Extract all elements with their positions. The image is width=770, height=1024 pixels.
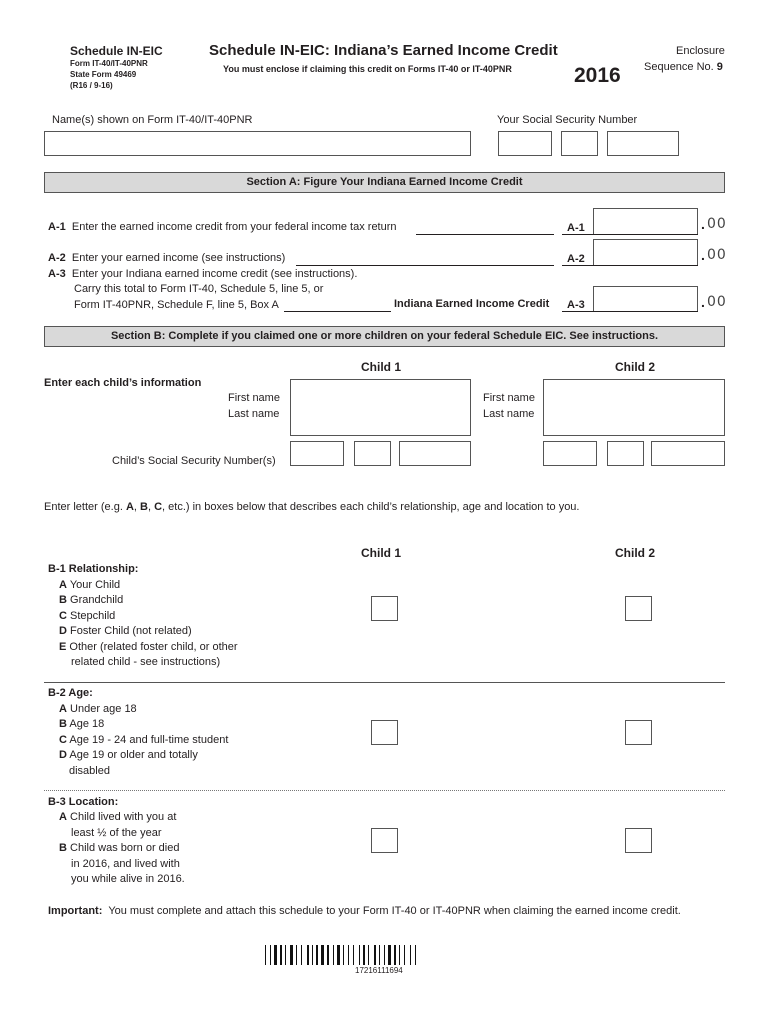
child1-ssn-part2-input[interactable]: [354, 441, 391, 466]
instruction-suffix: , etc.) in boxes below that describes each child’s relationship, age and location to you.: [162, 501, 580, 513]
barcode-bar: [303, 945, 306, 965]
barcode-bar: [278, 945, 279, 965]
b1-option-c-text: Stepchild: [70, 610, 116, 622]
barcode-bar: [406, 945, 409, 965]
barcode-bar: [325, 945, 326, 965]
line-a1-underline: [416, 234, 554, 235]
instruction-separator-1: ,: [133, 501, 141, 513]
b2-option-c: [59, 734, 228, 746]
barcode-bar: [285, 945, 286, 965]
line-a3-number: A-3: [48, 268, 66, 280]
barcode-bar: [384, 945, 385, 965]
barcode-bar: [290, 945, 293, 965]
b3-option-b: [59, 842, 179, 854]
barcode-bar: [388, 945, 391, 965]
barcode-bar: [330, 945, 332, 965]
barcode-bar: [397, 945, 398, 965]
child2-name-input[interactable]: [543, 379, 725, 436]
child2-heading-2: Child 2: [615, 546, 656, 560]
b2-child2-input[interactable]: [625, 720, 652, 745]
barcode-bar: [394, 945, 396, 965]
b1-option-d-letter: D: [59, 625, 67, 637]
child1-heading: Child 1: [361, 360, 402, 374]
barcode-bar: [345, 945, 347, 965]
barcode-bar: [287, 945, 289, 965]
b2-option-d-cont: disabled: [69, 765, 110, 777]
b3-option-a-text: Child lived with you at: [70, 811, 177, 823]
child2-ssn-part1-input[interactable]: [543, 441, 597, 466]
b2-child1-input[interactable]: [371, 720, 398, 745]
b1-option-b: [59, 594, 123, 606]
child1-last-name-label: Last name: [228, 408, 280, 420]
instruction-separator-2: ,: [147, 501, 155, 513]
a3-decimal: .: [701, 294, 705, 310]
a1-decimal: .: [701, 216, 705, 232]
barcode-bar: [280, 945, 282, 965]
barcode-bar: [294, 945, 295, 965]
line-a3-amount-input[interactable]: [593, 286, 698, 311]
barcode-bar: [381, 945, 383, 965]
line-a2-number: A-2: [48, 252, 66, 264]
box-a2-label: A-2: [567, 253, 585, 265]
barcode-bar: [399, 945, 400, 965]
barcode-bar: [353, 945, 354, 965]
ssn-part2-input[interactable]: [561, 131, 598, 156]
b3-option-b-text: Child was born or died: [70, 842, 180, 854]
b2-option-d-text: Age 19 or older and totally: [69, 749, 198, 761]
b2-option-d-letter: D: [59, 749, 67, 761]
b1-child2-input[interactable]: [625, 596, 652, 621]
b3-title: B-3 Location:: [48, 796, 119, 808]
tax-year: 2016: [574, 64, 621, 87]
instruction-prefix: Enter letter (e.g.: [44, 501, 126, 513]
barcode-bar: [359, 945, 360, 965]
barcode-bar: [363, 945, 365, 965]
child2-first-name-label: First name: [483, 392, 535, 404]
box-a3-label: A-3: [567, 299, 585, 311]
b1-option-e: [59, 641, 238, 653]
form-label: Form IT-40/IT-40PNR: [70, 59, 148, 68]
b2-option-a: [59, 703, 137, 715]
barcode-bar: [350, 945, 352, 965]
b3-option-b-letter: B: [59, 842, 67, 854]
barcode-bar: [307, 945, 309, 965]
barcode-bar: [301, 945, 302, 965]
child2-heading: Child 2: [615, 360, 656, 374]
b1-option-a-letter: A: [59, 579, 67, 591]
form-title: Schedule IN-EIC: Indiana’s Earned Income Credit: [209, 42, 558, 59]
child2-ssn-part2-input[interactable]: [607, 441, 644, 466]
box-a1-label: A-1: [567, 222, 585, 234]
barcode-bar: [361, 945, 362, 965]
letter-instructions: [44, 501, 579, 513]
line-a2-text: [48, 251, 285, 267]
barcode-bar: [310, 945, 311, 965]
barcode-bar: [314, 945, 315, 965]
box-a1-baseline: [562, 234, 698, 235]
b1-option-b-text: Grandchild: [70, 594, 124, 606]
sequence-number: [644, 61, 723, 73]
barcode-bar: [265, 945, 266, 965]
barcode-bar: [333, 945, 334, 965]
barcode-bar: [341, 945, 342, 965]
instruction-letter-a: A: [125, 501, 134, 513]
b3-option-a: [59, 811, 176, 823]
important-label: Important:: [48, 905, 103, 917]
important-note: [48, 905, 681, 917]
barcode-bar: [335, 945, 336, 965]
barcode-bar: [415, 945, 416, 965]
b1-option-d-text: Foster Child (not related): [70, 625, 192, 637]
barcode-bar: [274, 945, 277, 965]
barcode-bar: [368, 945, 369, 965]
b1-option-e-letter: E: [59, 641, 67, 653]
child1-first-name-label: First name: [228, 392, 280, 404]
barcode-bar: [296, 945, 297, 965]
a2-cents: 00: [707, 247, 727, 263]
b2-option-d: [59, 749, 198, 761]
child1-heading-2: Child 1: [361, 546, 402, 560]
barcode-bar: [343, 945, 344, 965]
b1-option-e-cont: related child - see instructions): [71, 656, 221, 668]
b1-option-e-text: Other (related foster child, or other: [69, 641, 238, 653]
line-a3-underline: [284, 311, 391, 312]
line-a1-text: [48, 220, 397, 236]
barcode-bar: [355, 945, 358, 965]
barcode-number: 17216111694: [355, 966, 403, 975]
barcode-bar: [377, 945, 378, 965]
enclosure-label: Enclosure: [676, 45, 725, 57]
barcode-bar: [417, 945, 418, 965]
form-subtitle: You must enclose if claiming this credit on Forms IT-40 or IT-40PNR: [223, 64, 512, 74]
barcode-bar: [404, 945, 405, 965]
barcode-bar: [386, 945, 387, 965]
barcode-bar: [319, 945, 320, 965]
names-input[interactable]: [44, 131, 471, 156]
a2-decimal: .: [701, 247, 705, 263]
line-a3-text: [48, 267, 357, 283]
divider-b2-b3: [44, 790, 725, 791]
important-text: You must complete and attach this schedule to your Form IT-40 or IT-40PNR when claiming the earned income credit.: [108, 905, 681, 917]
b1-title: B-1 Relationship:: [48, 563, 139, 575]
instruction-letter-c: C: [154, 501, 163, 513]
b3-option-b-cont1: in 2016, and lived with: [71, 858, 180, 870]
barcode-bar: [321, 945, 324, 965]
enter-child-info-label: Enter each child’s information: [44, 377, 202, 389]
barcode-bar: [298, 945, 300, 965]
barcode: [265, 945, 505, 965]
b2-option-c-letter: C: [59, 734, 67, 746]
b2-option-b: [59, 718, 104, 730]
b2-option-b-text: Age 18: [69, 718, 105, 730]
line-a2-amount-input[interactable]: [593, 239, 698, 265]
b3-option-b-cont2: you while alive in 2016.: [71, 873, 185, 885]
section-b-header: Section B: Complete if you claimed one or more children on your federal Schedule EIC. See instructions.: [44, 326, 725, 347]
b2-option-b-letter: B: [59, 718, 67, 730]
b3-child2-input[interactable]: [625, 828, 652, 853]
b3-option-a-cont: least ½ of the year: [71, 827, 162, 839]
barcode-bar: [327, 945, 329, 965]
b1-option-c: [59, 610, 115, 622]
b1-option-a-text: Your Child: [69, 579, 121, 591]
b1-option-b-letter: B: [59, 594, 67, 606]
section-a-header: Section A: Figure Your Indiana Earned Income Credit: [44, 172, 725, 193]
barcode-bar: [374, 945, 376, 965]
child2-ssn-part3-input[interactable]: [651, 441, 725, 466]
barcode-bar: [267, 945, 269, 965]
barcode-bar: [348, 945, 349, 965]
names-label: Name(s) shown on Form IT-40/IT-40PNR: [52, 114, 253, 126]
sequence-label: Sequence No.: [644, 61, 714, 73]
state-form-number: State Form 49469: [70, 70, 137, 79]
ssn-label: Your Social Security Number: [497, 114, 638, 126]
a3-cents: 00: [707, 294, 727, 310]
a1-cents: 00: [707, 216, 727, 232]
barcode-bar: [366, 945, 367, 965]
divider-b1-b2: [44, 682, 725, 683]
barcode-bar: [412, 945, 414, 965]
barcode-bar: [337, 945, 340, 965]
box-a3-baseline: [562, 311, 698, 312]
line-a1-description: Enter the earned income credit from your federal income tax return: [71, 221, 397, 233]
barcode-bar: [370, 945, 373, 965]
barcode-bar: [392, 945, 393, 965]
child1-ssn-part1-input[interactable]: [290, 441, 344, 466]
schedule-label: Schedule IN-EIC: [70, 44, 163, 58]
line-a3-carry: Carry this total to Form IT-40, Schedule 5, line 5, or: [74, 283, 324, 295]
ssn-part1-input[interactable]: [498, 131, 552, 156]
line-a1-number: A-1: [48, 221, 66, 233]
instruction-letter-b: B: [140, 501, 148, 513]
child2-last-name-label: Last name: [483, 408, 535, 420]
line-a3-form: Form IT-40PNR, Schedule F, line 5, Box A: [74, 299, 279, 311]
barcode-bar: [379, 945, 380, 965]
b1-child1-input[interactable]: [371, 596, 398, 621]
indiana-eic-label: Indiana Earned Income Credit: [394, 298, 550, 310]
line-a2-underline: [296, 265, 554, 266]
b3-child1-input[interactable]: [371, 828, 398, 853]
b3-option-a-letter: A: [59, 811, 67, 823]
line-a3-description: Enter your Indiana earned income credit (see instructions).: [71, 268, 358, 280]
barcode-bar: [401, 945, 403, 965]
barcode-bar: [316, 945, 318, 965]
child1-name-input[interactable]: [290, 379, 471, 436]
child1-ssn-part3-input[interactable]: [399, 441, 471, 466]
box-a2-baseline: [562, 265, 698, 266]
b2-option-a-letter: A: [59, 703, 67, 715]
b2-option-c-text: Age 19 - 24 and full-time student: [69, 734, 229, 746]
b2-title: B-2 Age:: [48, 687, 93, 699]
child-ssn-label: Child’s Social Security Number(s): [112, 455, 276, 467]
b2-option-a-text: Under age 18: [70, 703, 137, 715]
line-a1-amount-input[interactable]: [593, 208, 698, 234]
sequence-value: 9: [716, 61, 723, 73]
barcode-bar: [410, 945, 411, 965]
b1-option-a: [59, 579, 120, 591]
revision-date: (R16 / 9-16): [70, 81, 113, 90]
ssn-part3-input[interactable]: [607, 131, 679, 156]
barcode-bar: [283, 945, 284, 965]
line-a2-description: Enter your earned income (see instructions): [71, 252, 286, 264]
b1-option-d: [59, 625, 192, 637]
barcode-bar: [270, 945, 271, 965]
barcode-bar: [272, 945, 273, 965]
b1-option-c-letter: C: [59, 610, 67, 622]
barcode-bar: [312, 945, 313, 965]
